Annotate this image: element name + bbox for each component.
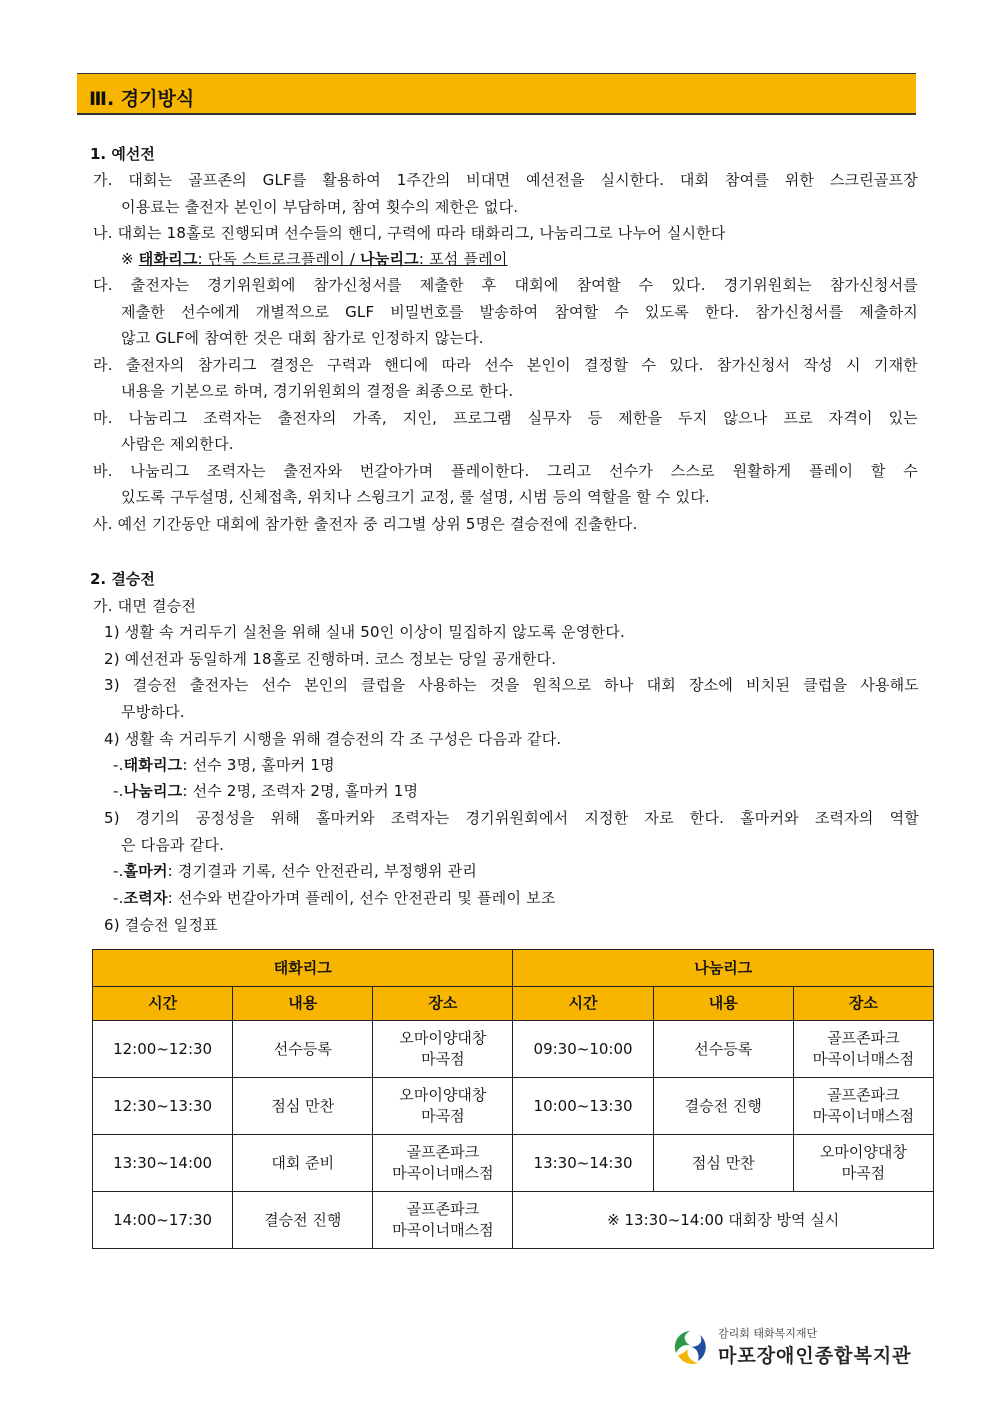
league-a-header: 태화리그 — [93, 950, 513, 987]
place-name: 골프존파크 — [827, 1086, 900, 1104]
org-name: 마포장애인종합복지관 — [718, 1345, 912, 1367]
role-holemarker-label: 홀마커 — [123, 862, 168, 880]
col-place-b: 장소 — [793, 987, 933, 1021]
place-branch: 마곡점 — [421, 1050, 465, 1068]
cell-time-a: 13:30~14:00 — [93, 1135, 233, 1192]
final-item-3-line1: 3) 결승전 출전자는 선수 본인의 클럽을 사용하는 것을 원칙으로 하나 대회 장소에 비치된 클럽을 사용해도 — [104, 676, 919, 694]
para-da-line2: 제출한 선수에게 개별적으로 GLF 비밀번호를 발송하여 참여할 수 있도록 한다. 참가신청서를 제출하지 — [121, 303, 918, 321]
role-holemarker-text: : 경기결과 기록, 선수 안전관리, 부정행위 관리 — [167, 862, 478, 880]
final-schedule-table — [92, 949, 934, 1249]
place-name: 골프존파크 — [406, 1200, 480, 1218]
para-ra-line1: 라. 출전자의 참가리그 결정은 구력과 핸디에 따라 선수 본인이 결정할 수 있다. 참가신청서 작성 시 기재한 — [93, 356, 918, 374]
table-row — [93, 1192, 934, 1249]
col-content-b: 내용 — [653, 987, 793, 1021]
para-ga-line1: 가. 대회는 골프존의 GLF를 활용하여 1주간의 비대면 예선전을 실시한다. 대회 참여를 위한 스크린골프장 — [93, 171, 918, 189]
cell-content-a: 결승전 진행 — [233, 1192, 373, 1249]
league-b-header: 나눔리그 — [513, 950, 934, 987]
para-ma-line1: 마. 나눔리그 조력자는 출전자의 가족, 지인, 프로그램 실무자 등 제한을 두지 않으나 프로 자격이 있는 — [93, 409, 918, 427]
cell-content-b: 선수등록 — [653, 1021, 793, 1078]
group-league-a-label: 태화리그 — [123, 756, 183, 774]
cell-place-a — [373, 1078, 513, 1135]
final-item-2: 2) 예선전과 동일하게 18홀로 진행하며. 코스 정보는 당일 공개한다. — [104, 650, 557, 668]
cell-time-a: 12:00~12:30 — [93, 1021, 233, 1078]
section-1-title: 1. 예선전 — [90, 145, 155, 163]
role-holemarker — [113, 860, 477, 881]
dash-a: -. — [113, 756, 124, 774]
note-league-a-text: : 단독 스트로크플레이 / — [197, 250, 361, 268]
final-item-6: 6) 결승전 일정표 — [104, 916, 218, 934]
cell-time-b: 09:30~10:00 — [513, 1021, 653, 1078]
section-title: Ⅲ. 경기방식 — [89, 88, 195, 110]
cell-time-a: 14:00~17:30 — [93, 1192, 233, 1249]
para-sa-line1: 사. 예선 기간동안 대회에 참가한 출전자 중 리그별 상위 5명은 결승전에 진출한다. — [93, 515, 638, 533]
place-name: 골프존파크 — [827, 1029, 900, 1047]
group-league-b — [113, 780, 418, 801]
cell-place-b — [793, 1135, 933, 1192]
place-branch: 마곡이너매스점 — [812, 1107, 915, 1125]
note-mark: ※ — [121, 250, 139, 268]
role-helper-label: 조력자 — [123, 889, 168, 907]
league-note — [121, 248, 508, 269]
section-2-title: 2. 결승전 — [90, 570, 155, 588]
cell-content-b: 결승전 진행 — [653, 1078, 793, 1135]
note-league-a: 태화리그 — [138, 250, 198, 268]
org-foundation: 감리회 태화복지재단 — [718, 1327, 818, 1340]
place-name: 오마이양대창 — [399, 1029, 487, 1047]
group-league-b-label: 나눔리그 — [123, 782, 183, 800]
dash-b: -. — [113, 782, 124, 800]
cell-place-b — [793, 1021, 933, 1078]
place-name: 골프존파크 — [406, 1143, 480, 1161]
place-name: 오마이양대창 — [819, 1143, 907, 1161]
para-ba-line1: 바. 나눔리그 조력자는 출전자와 번갈아가며 플레이한다. 그리고 선수가 스스로 원활하게 플레이 할 수 — [93, 462, 918, 480]
col-content-a: 내용 — [233, 987, 373, 1021]
league-header-row — [93, 950, 934, 987]
para-ra-line2: 내용을 기본으로 하며, 경기위원회의 결정을 최종으로 한다. — [121, 382, 514, 400]
place-branch: 마곡이너매스점 — [392, 1164, 494, 1182]
final-item-4: 4) 생활 속 거리두기 시행을 위해 결승전의 각 조 구성은 다음과 같다. — [104, 730, 562, 748]
para-ga-line2: 이용료는 출전자 본인이 부담하며, 참여 횟수의 제한은 없다. — [121, 198, 519, 216]
table-row — [93, 1021, 934, 1078]
org-emblem-icon — [670, 1327, 710, 1367]
place-name: 오마이양대창 — [399, 1086, 487, 1104]
section-header-bar — [77, 73, 916, 115]
final-item-5-line2: 은 다음과 같다. — [121, 836, 225, 854]
para-ba-line2: 있도록 구두설명, 신체접촉, 위치나 스윙크기 교정, 룰 설명, 시범 등의 역할을 할 수 있다. — [121, 488, 710, 506]
role-helper-text: : 선수와 번갈아가며 플레이, 선수 안전관리 및 플레이 보조 — [167, 889, 556, 907]
cell-time-a: 12:30~13:30 — [93, 1078, 233, 1135]
final-item-1: 1) 생활 속 거리두기 실천을 위해 실내 50인 이상이 밀집하지 않도록 운영한다. — [104, 623, 625, 641]
place-branch: 마곡점 — [421, 1107, 465, 1125]
disinfection-note: ※ 13:30~14:00 대회장 방역 실시 — [513, 1192, 934, 1249]
para-na-line1: 나. 대회는 18홀로 진행되며 선수들의 핸디, 구력에 따라 태화리그, 나눔리그로 나누어 실시한다 — [93, 224, 726, 242]
cell-content-a: 점심 만찬 — [233, 1078, 373, 1135]
cell-place-b — [793, 1078, 933, 1135]
cell-place-a — [373, 1192, 513, 1249]
place-branch: 마곡이너매스점 — [812, 1050, 915, 1068]
place-branch: 마곡이너매스점 — [392, 1221, 494, 1239]
cell-time-b: 10:00~13:30 — [513, 1078, 653, 1135]
cell-content-b: 점심 만찬 — [653, 1135, 793, 1192]
final-item-3-line2: 무방하다. — [121, 703, 185, 721]
column-header-row — [93, 987, 934, 1021]
para-ma-line2: 사람은 제외한다. — [121, 435, 234, 453]
note-league-b-text: : 포섬 플레이 — [418, 250, 508, 268]
group-league-a — [113, 754, 335, 775]
cell-place-a — [373, 1021, 513, 1078]
org-logo — [670, 1325, 930, 1371]
dash-c: -. — [113, 862, 124, 880]
dash-d: -. — [113, 889, 124, 907]
cell-time-b: 13:30~14:30 — [513, 1135, 653, 1192]
place-branch: 마곡점 — [841, 1164, 886, 1182]
group-league-b-text: : 선수 2명, 조력자 2명, 홀마커 1명 — [182, 782, 419, 800]
final-item-5-line1: 5) 경기의 공정성을 위해 홀마커와 조력자는 경기위원회에서 지정한 자로 한다. 홀마커와 조력자의 역할 — [104, 809, 919, 827]
note-league-b: 나눔리그 — [360, 250, 419, 268]
group-league-a-text: : 선수 3명, 홀마커 1명 — [182, 756, 335, 774]
role-helper — [113, 887, 556, 908]
col-place-a: 장소 — [373, 987, 513, 1021]
table-row — [93, 1078, 934, 1135]
cell-place-a — [373, 1135, 513, 1192]
cell-content-a: 선수등록 — [233, 1021, 373, 1078]
cell-content-a: 대회 준비 — [233, 1135, 373, 1192]
final-ga: 가. 대면 결승전 — [93, 597, 197, 615]
col-time-b: 시간 — [513, 987, 653, 1021]
para-da-line1: 다. 출전자는 경기위원회에 참가신청서를 제출한 후 대회에 참여할 수 있다. 경기위원회는 참가신청서를 — [93, 276, 918, 294]
col-time-a: 시간 — [93, 987, 233, 1021]
table-row — [93, 1135, 934, 1192]
para-da-line3: 않고 GLF에 참여한 것은 대회 참가로 인정하지 않는다. — [121, 329, 484, 347]
